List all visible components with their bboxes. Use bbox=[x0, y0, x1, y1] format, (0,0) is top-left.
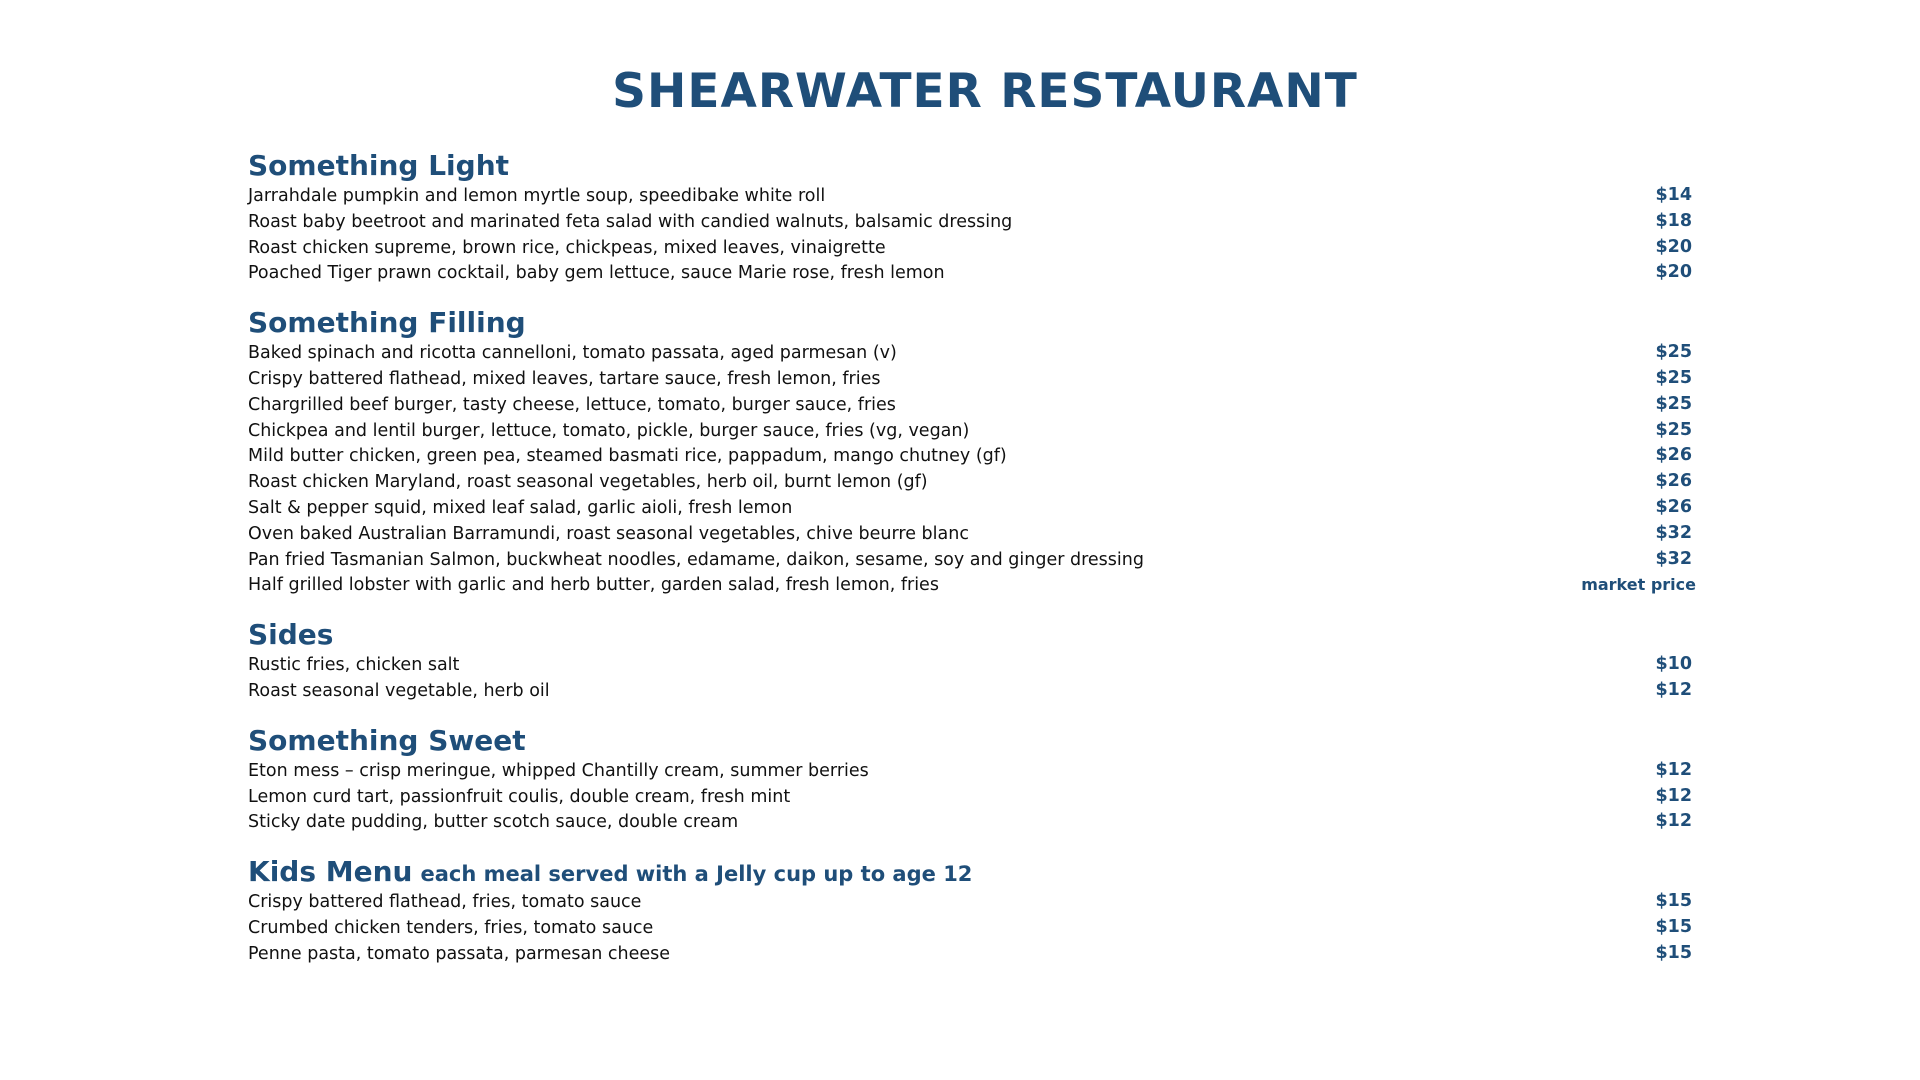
menu-item bbox=[248, 366, 1694, 392]
menu-item bbox=[248, 784, 1694, 810]
section-something-sweet bbox=[248, 723, 1694, 835]
menu-item bbox=[248, 235, 1694, 261]
item-description: Poached Tiger prawn cocktail, baby gem lettuce, sauce Marie rose, fresh lemon bbox=[248, 263, 945, 284]
item-price: $20 bbox=[1655, 262, 1692, 283]
menu-item bbox=[248, 572, 1694, 598]
section-heading: Something Sweet bbox=[248, 723, 526, 757]
item-description: Sticky date pudding, butter scotch sauce, double cream bbox=[248, 812, 739, 833]
menu-item bbox=[248, 889, 1694, 915]
item-description: Chargrilled beef burger, tasty cheese, lettuce, tomato, burger sauce, fries bbox=[248, 394, 896, 415]
item-price: $15 bbox=[1655, 942, 1692, 963]
section-sides bbox=[248, 617, 1694, 704]
item-description: Salt & pepper squid, mixed leaf salad, garlic aioli, fresh lemon bbox=[248, 497, 793, 518]
menu-item bbox=[248, 809, 1694, 835]
item-description: Penne pasta, tomato passata, parmesan cheese bbox=[248, 943, 670, 964]
section-heading bbox=[248, 854, 1694, 889]
item-description: Oven baked Australian Barramundi, roast seasonal vegetables, chive beurre blanc bbox=[248, 523, 969, 544]
item-price: $26 bbox=[1655, 496, 1692, 517]
menu-item bbox=[248, 547, 1694, 573]
item-description: Lemon curd tart, passionfruit coulis, double cream, fresh mint bbox=[248, 786, 791, 807]
item-description: Roast chicken supreme, brown rice, chickpeas, mixed leaves, vinaigrette bbox=[248, 237, 886, 258]
item-price: $18 bbox=[1655, 210, 1692, 231]
item-description: Mild butter chicken, green pea, steamed basmati rice, pappadum, mango chutney (gf) bbox=[248, 446, 1007, 467]
section-kids-menu bbox=[248, 854, 1694, 966]
item-price: $15 bbox=[1655, 916, 1692, 937]
item-price: $25 bbox=[1655, 342, 1692, 363]
menu-item bbox=[248, 941, 1694, 967]
item-price: $14 bbox=[1655, 185, 1692, 205]
item-description: Roast seasonal vegetable, herb oil bbox=[248, 680, 550, 701]
item-price: $12 bbox=[1655, 679, 1692, 700]
menu-item bbox=[248, 652, 1694, 678]
item-description: Roast chicken Maryland, roast seasonal vegetables, herb oil, burnt lemon (gf) bbox=[248, 472, 928, 493]
kids-menu-title: Kids Menu bbox=[248, 855, 413, 889]
item-price: $25 bbox=[1655, 419, 1692, 440]
item-price: $25 bbox=[1655, 393, 1692, 414]
item-price: $25 bbox=[1655, 367, 1692, 388]
section-something-light bbox=[248, 148, 1694, 286]
menu-item bbox=[248, 209, 1694, 235]
menu-item bbox=[248, 678, 1694, 704]
section-heading: Something Light bbox=[248, 149, 510, 182]
menu-item bbox=[248, 392, 1694, 418]
item-price: $32 bbox=[1655, 548, 1692, 569]
item-description: Crispy battered flathead, fries, tomato sauce bbox=[248, 892, 642, 913]
item-price: $12 bbox=[1655, 759, 1692, 780]
section-heading: Sides bbox=[248, 618, 334, 652]
menu bbox=[248, 148, 1694, 986]
item-description: Crispy battered flathead, mixed leaves, tartare sauce, fresh lemon, fries bbox=[248, 368, 881, 389]
item-price: $20 bbox=[1655, 236, 1692, 257]
item-description: Jarrahdale pumpkin and lemon myrtle soup, speedibake white roll bbox=[248, 186, 826, 206]
menu-item bbox=[248, 469, 1694, 495]
item-price: $12 bbox=[1655, 785, 1692, 806]
menu-item bbox=[248, 340, 1694, 366]
menu-item bbox=[248, 758, 1694, 784]
item-price: $10 bbox=[1655, 654, 1692, 675]
item-description: Roast baby beetroot and marinated feta salad with candied walnuts, balsamic dressing bbox=[248, 211, 1013, 232]
item-description: Chickpea and lentil burger, lettuce, tomato, pickle, burger sauce, fries (vg, vegan) bbox=[248, 420, 970, 441]
menu-item bbox=[248, 443, 1694, 469]
item-price: market price bbox=[1581, 575, 1696, 595]
section-heading: Something Filling bbox=[248, 306, 526, 340]
menu-item bbox=[248, 260, 1694, 286]
menu-item bbox=[248, 495, 1694, 521]
item-description: Half grilled lobster with garlic and herb butter, garden salad, fresh lemon, fries bbox=[248, 575, 939, 596]
item-description: Crumbed chicken tenders, fries, tomato sauce bbox=[248, 917, 654, 938]
kids-menu-note: each meal served with a Jelly cup up to age 12 bbox=[420, 862, 973, 887]
item-price: $15 bbox=[1655, 891, 1692, 912]
section-something-filling bbox=[248, 305, 1694, 598]
item-description: Pan fried Tasmanian Salmon, buckwheat noodles, edamame, daikon, sesame, soy and ginger dressing bbox=[248, 549, 1144, 570]
menu-item bbox=[248, 183, 1694, 209]
item-description: Baked spinach and ricotta cannelloni, tomato passata, aged parmesan (v) bbox=[248, 343, 897, 364]
item-price: $12 bbox=[1655, 811, 1692, 832]
item-price: $26 bbox=[1655, 471, 1692, 492]
item-description: Rustic fries, chicken salt bbox=[248, 655, 460, 676]
menu-item bbox=[248, 521, 1694, 547]
item-description: Eton mess – crisp meringue, whipped Chantilly cream, summer berries bbox=[248, 760, 869, 781]
menu-item bbox=[248, 915, 1694, 941]
menu-item bbox=[248, 418, 1694, 444]
item-price: $32 bbox=[1655, 522, 1692, 543]
restaurant-title: SHEARWATER RESTAURANT bbox=[612, 64, 1358, 119]
item-price: $26 bbox=[1655, 445, 1692, 466]
